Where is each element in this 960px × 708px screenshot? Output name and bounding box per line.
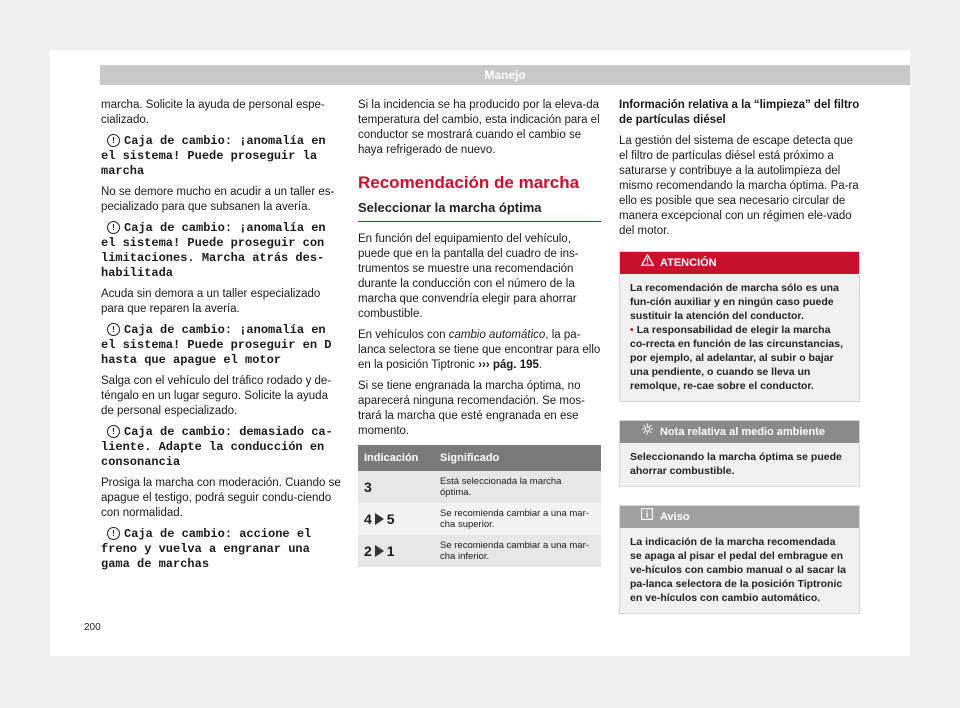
section-title: Recomendación de marcha bbox=[358, 173, 580, 192]
paragraph: Si la incidencia se ha producido por la eleva-da temperatura del cambio, esta indicación para el conductor se mostrará cuando el cambio se haya refrigerado de nuevo. bbox=[358, 99, 600, 156]
paragraph: Salga con el vehículo del tráfico rodado y de-téngalo en un lugar seguro. Solicite la ayuda de personal especializado. bbox=[101, 375, 332, 417]
warning-circle-icon: ! bbox=[107, 221, 120, 234]
gear-indicator: 2 1 bbox=[358, 535, 434, 567]
column-right bbox=[619, 98, 860, 624]
gear-indication-table bbox=[358, 445, 601, 567]
environment-note-header: Nota relativa al medio ambiente bbox=[620, 421, 859, 443]
paragraph: En función del equipamiento del vehículo, puede que en la pantalla del cuadro de ins-trumentos se muestre una recomendación durante la conducción con el número de la marcha que convendría elegir para ahorrar combustible. bbox=[358, 233, 579, 320]
table-cell: Está seleccionada la marcha óptima. bbox=[434, 471, 601, 503]
arrow-right-icon bbox=[375, 545, 384, 557]
bullet-icon: • bbox=[630, 324, 634, 336]
warning-circle-icon: ! bbox=[107, 527, 120, 540]
paragraph: Acuda sin demora a un taller especializado para que reparen la avería. bbox=[101, 288, 321, 315]
warning-circle-icon: ! bbox=[107, 425, 120, 438]
info-note-box bbox=[619, 505, 860, 614]
warning-box-header: ATENCIÓN bbox=[620, 252, 859, 274]
message-heading: ! Caja de cambio: ¡anomalía en el sistema! Puede proseguir en D hasta que apague el motor bbox=[101, 323, 332, 367]
info-note-header: Aviso bbox=[620, 506, 859, 528]
column-left bbox=[101, 98, 341, 578]
paragraph-heading: Información relativa a la “limpieza” del filtro de partículas diésel bbox=[619, 99, 860, 126]
message-heading: ! Caja de cambio: demasiado ca-liente. Adapte la conducción en consonancia bbox=[101, 425, 333, 469]
message-heading: ! Caja de cambio: ¡anomalía en el sistema! Puede proseguir con limitaciones. Marcha atrás des-habilitada bbox=[101, 221, 326, 280]
paragraph: No se demore mucho en acudir a un taller es-pecializado para que subsanen la avería. bbox=[101, 186, 335, 213]
message-heading: ! Caja de cambio: ¡anomalía en el sistema! Puede proseguir la marcha bbox=[101, 134, 326, 178]
info-note-body: La indicación de la marcha recomendada se apaga al pisar el pedal del embrague en ve-hículos con cambio manual o al sacar la pa-lanca selectora de la posición Tiptronic en ve-hículos con cambio automático. bbox=[620, 528, 859, 613]
paragraph: Si se tiene engranada la marcha óptima, no aparecerá ninguna recomendación. Se mos-trará la marcha que esté engranada en ese momento. bbox=[358, 380, 585, 437]
section-header: Manejo bbox=[100, 65, 910, 85]
paragraph: La gestión del sistema de escape detecta que el filtro de partículas diésel está próximo a saturarse y contribuye a la autolimpieza del mismo recomendando la marcha óptima. Pa-ra ello es posible que sea necesario circular de manera excepcional con un régimen ele-vado del motor. bbox=[619, 135, 859, 237]
table-row bbox=[358, 471, 601, 503]
paragraph: Prosiga la marcha con moderación. Cuando se apague el testigo, podrá seguir condu-ciendo con normalidad. bbox=[101, 477, 341, 519]
table-header: Significado bbox=[434, 445, 601, 471]
message-heading: ! Caja de cambio: accione el freno y vuelva a engranar una gama de marchas bbox=[101, 527, 312, 571]
manual-page bbox=[50, 50, 910, 656]
warning-box bbox=[619, 251, 860, 402]
arrow-right-icon bbox=[375, 513, 384, 525]
warning-circle-icon: ! bbox=[107, 134, 120, 147]
subsection-title: Seleccionar la marcha óptima bbox=[358, 200, 601, 222]
info-icon bbox=[640, 506, 654, 528]
table-cell: Se recomienda cambiar a una mar-cha inferior. bbox=[434, 535, 601, 567]
environment-leaf-icon bbox=[640, 421, 654, 443]
table-row bbox=[358, 535, 601, 567]
page-reference-link[interactable]: ››› pág. 195 bbox=[478, 359, 539, 371]
page-number: 200 bbox=[84, 622, 101, 633]
warning-circle-icon: ! bbox=[107, 323, 120, 336]
table-cell: Se recomienda cambiar a una mar-cha superior. bbox=[434, 503, 601, 535]
gear-indicator: 4 5 bbox=[358, 503, 434, 535]
warning-triangle-icon bbox=[640, 252, 654, 274]
table-row bbox=[358, 503, 601, 535]
gear-indicator: 3 bbox=[358, 471, 434, 503]
column-middle bbox=[358, 98, 601, 567]
environment-note-body: Seleccionando la marcha óptima se puede ahorrar combustible. bbox=[620, 443, 859, 486]
table-header: Indicación bbox=[358, 445, 434, 471]
paragraph: En vehículos con cambio automático, la pa-lanca selectora se tiene que encontrar para ello en la posición Tiptronic ››› pág. 195. bbox=[358, 329, 601, 371]
paragraph: marcha. Solicite la ayuda de personal espe-cializado. bbox=[101, 99, 325, 126]
environment-note-box bbox=[619, 420, 860, 487]
warning-box-body: La recomendación de marcha sólo es una fun-ción auxiliar y en ningún caso puede sustituir la atención del conductor. • La responsabilidad de elegir la marcha co-rrecta en función de las circunstancias, por ejemplo, al adelantar, al subir o bajar una pendiente, o cuando se lleva un remolque, re-cae sobre el conductor. bbox=[620, 274, 859, 401]
